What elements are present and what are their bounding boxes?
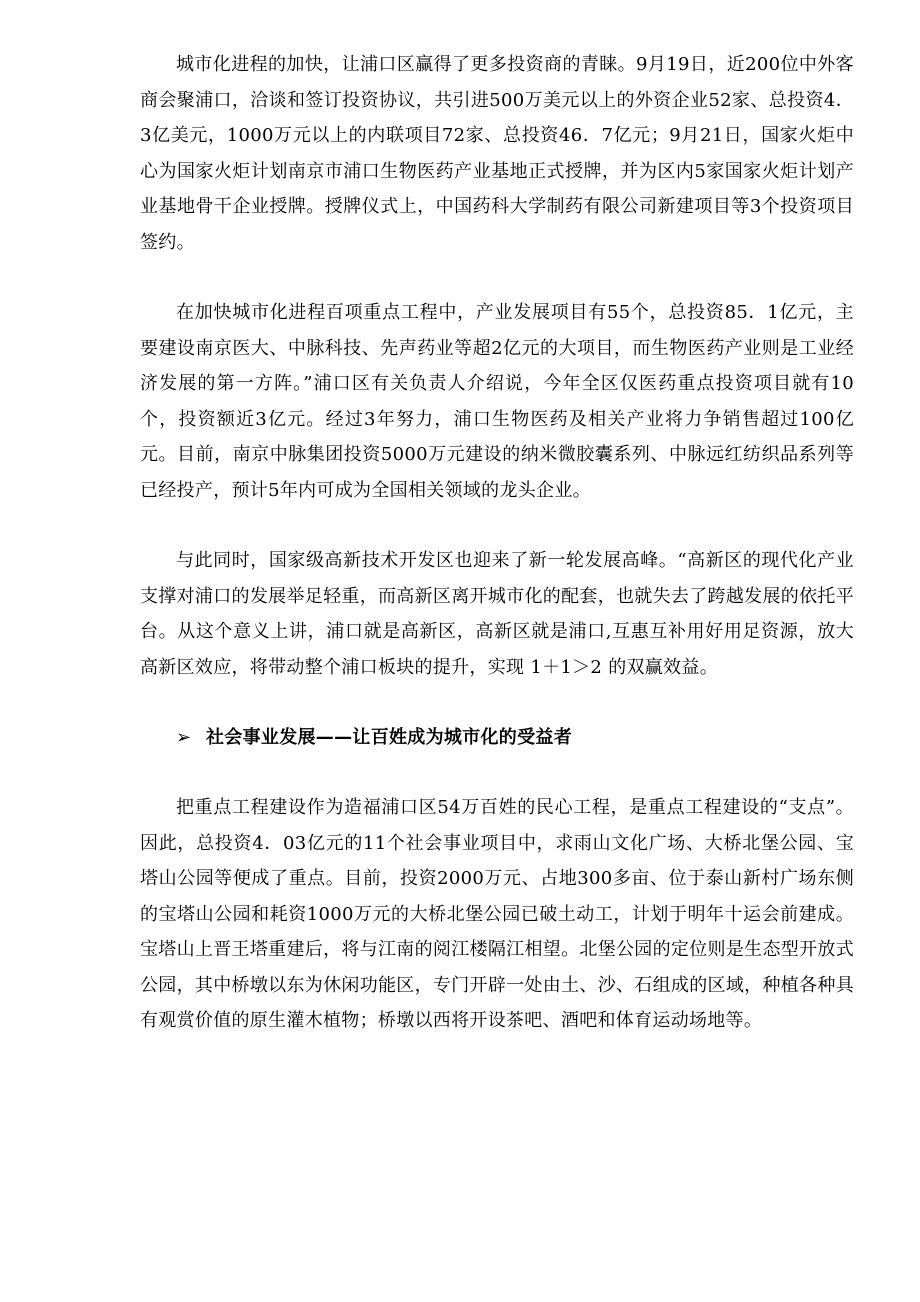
paragraph-gap	[140, 685, 854, 720]
paragraph-social-projects: 把重点工程建设作为造福浦口区54万百姓的民心工程，是重点工程建设的“支点”。因此，总投资4．03亿元的11个社会事业项目中，求雨山文化广场、大桥北堡公园、宝塔山公园等便成了重点。目前，投资2000万元、占地300多亩、位于泰山新村广场东侧的宝塔山公园和耗资1000万元的大桥北堡公园已破土动工，计划于明年十运会前建成。宝塔山上晋王塔重建后，将与江南的阅江楼隔江相望。北堡公园的定位则是生态型开放式公园，其中桥墩以东为休闲功能区，专门开辟一处由土、沙、石组成的区域，种植各种具有观赏价值的原生灌木植物；桥墩以西将开设茶吧、酒吧和体育运动场地等。	[140, 797, 854, 1031]
document-body	[140, 47, 854, 1039]
paragraph-industry: 在加快城市化进程百项重点工程中，产业发展项目有55个，总投资85．1亿元，主要建设南京医大、中脉科技、先声药业等超2亿元的大项目，而生物医药产业则是工业经济发展的第一方阵。”浦口区有关负责人介绍说，今年全区仅医药重点投资项目就有10个，投资额近3亿元。经过3年努力，浦口生物医药及相关产业将力争销售超过100亿元。目前，南京中脉集团投资5000万元建设的纳米微胶囊系列、中脉远红纺织品系列等已经投产，预计5年内可成为全国相关领域的龙头企业。	[140, 302, 854, 501]
paragraph-gap	[140, 755, 854, 790]
paragraph-gap	[140, 260, 854, 295]
paragraph-investment: 城市化进程的加快，让浦口区赢得了更多投资商的青睐。9月19日，近200位中外客商会聚浦口，洽谈和签订投资协议，共引进500万美元以上的外资企业52家、总投资4．3亿美元，1000万元以上的内联项目72家、总投资46．7亿元；9月21日，国家火炬中心为国家火炬计划南京市浦口生物医药产业基地正式授牌，并为区内5家国家火炬计划产业基地骨干企业授牌。授牌仪式上，中国药科大学制药有限公司新建项目等3个投资项目签约。	[140, 54, 854, 253]
paragraph-gap	[140, 508, 854, 543]
section-heading	[140, 720, 854, 755]
paragraph-high-tech-zone: 与此同时，国家级高新技术开发区也迎来了新一轮发展高峰。“高新区的现代化产业支撑对浦口的发展举足轻重，而高新区离开城市化的配套，也就失去了跨越发展的依托平台。从这个意义上讲，浦口就是高新区，高新区就是浦口,互惠互补用好用足资源，放大高新区效应，将带动整个浦口板块的提升，实现 1＋1＞2 的双赢效益。	[140, 550, 854, 678]
section-heading-text: 社会事业发展——让百姓成为城市化的受益者	[206, 727, 572, 748]
arrow-bullet-icon: ➢	[176, 727, 192, 748]
